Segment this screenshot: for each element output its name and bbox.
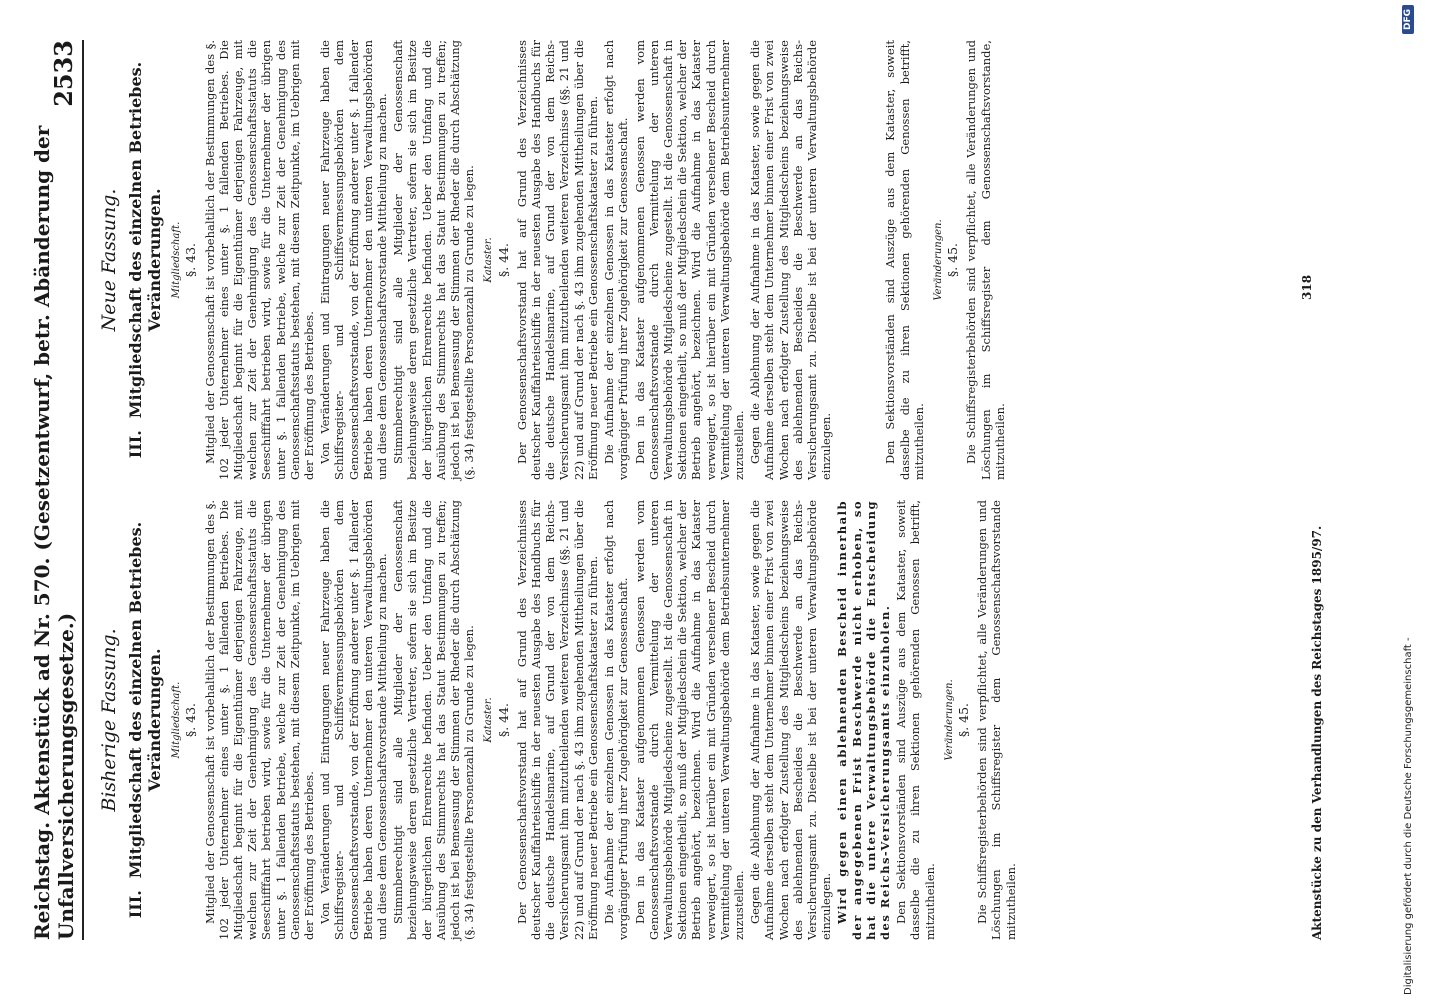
column-new-version [92,40,1009,480]
subheading-veraenderungen: Veränderungen. [932,219,944,301]
paragraph-text: Die Aufnahme der einzelnen Genossen in das Kataster erfolgt nach vorgängiger Prüfung ihrer Zugehörigkeit zur Genossenschaft. [602,500,631,940]
column-header-new: Neue Fassung. [98,188,120,332]
subheading-mitgliedschaft: Mitgliedschaft. [171,681,183,759]
subheading-veraenderungen: Veränderungen. [943,679,955,761]
subheading-kataster: Kataster. [483,237,495,283]
dfg-logo-icon: DFG [1402,5,1414,34]
paragraph-text: Den Sektionsvorständen sind Auszüge aus dem Kataster, soweit dasselbe die zu ihren Sektionen gehörenden Genossen betrifft, mitzutheilen. [883,40,926,480]
paragraph-text: Die Schiffsregisterbehörden sind verpflichtet, alle Veränderungen und Löschungen im Schiffsregister dem Genossenschaftsvorstande, mitzutheilen. [964,40,1007,480]
digitization-text: Digitalisierung gefördert durch die Deutsche Forschungsgemeinschaft - [1402,637,1414,995]
section-number: III. [126,430,146,459]
paragraph-text: Von Veränderungen und Eintragungen neuer Fahrzeuge haben die Schiffsregister- und Schiffsvermessungsbehörden dem Genossenschaftsvorstande, von der Eröffnung anderer unter §. 1 fallender Betriebe haben deren Unternehmer den unteren Verwaltungsbehörden und diese dem Genossenschaftsvorstande Mittheilung zu machen. [318,500,390,940]
paragraph-text: Mitglied der Genossenschaft ist vorbehaltlich der Bestimmungen des §. 102 jeder Unternehmer eines unter §. 1 fallenden Betriebes. Die Mitgliedschaft beginnt für die Eigenthümer derjenigen Fahrzeuge, mit welchen zur Zeit der Genehmigung des Genossenschaftsstatuts die Seeschifffahrt betrieben wird, sowie für die Unternehmer der übrigen unter §. 1 fallenden Betriebe, welche zur Zeit der Genehmigung des Genossenschaftsstatuts bestehen, mit diesem Zeitpunkte, im Uebrigen mit der Eröffnung des Betriebes. [202,40,317,480]
section-heading [126,40,164,480]
paragraph-text: Mitglied der Genossenschaft ist vorbehaltlich der Bestimmungen des §. 102 jeder Unternehmer eines unter §. 1 fallenden Betriebes. Die Mitgliedschaft beginnt für die Eigenthümer derjenigen Fahrzeuge, mit welchen zur Zeit der Genehmigung des Genossenschaftsstatuts die Seeschifffahrt betrieben wird, sowie für die Unternehmer der übrigen unter §. 1 fallenden Betriebe, welche zur Zeit der Genehmigung des Genossenschaftsstatuts bestehen, mit diesem Zeitpunkte, im Uebrigen mit der Eröffnung des Betriebes. [202,500,317,940]
paragraph-text: Stimmberechtigt sind alle Mitglieder der Genossenschaft beziehungsweise deren gesetzliche Vertreter, sofern sie sich im Besitze der bürgerlichen Ehrenrechte befinden. Ueber den Umfang und die Ausübung des Stimmrechts hat das Statut Bestimmungen zu treffen; jedoch ist bei Bemessung der Stimmen der Rheder die durch Abschätzung (§. 34) festgestellte Personenzahl zu Grunde zu legen. [391,500,477,940]
paragraph-text-emphasized: Wird gegen einen ablehnenden Bescheid innerhalb der angegebenen Frist Beschwerde nicht erhoben, so hat die untere Verwaltungsbehörde die Entscheidung des Reichs-Versicherungsamts einzuholen. [835,500,892,940]
paragraph-text: Von Veränderungen und Eintragungen neuer Fahrzeuge haben die Schiffsregister- und Schiffsvermessungsbehörden dem Genossenschaftsvorstande, von der Eröffnung anderer unter §. 1 fallender Betriebe haben deren Unternehmer den unteren Verwaltungsbehörden und diese dem Genossenschaftsvorstande Mittheilung zu machen. [318,40,390,480]
signature-mark: 318 [1300,274,1314,300]
paragraph-number-45: §. 45. [955,702,971,738]
paragraph-text: Der Genossenschaftsvorstand hat auf Grund des Verzeichnisses deutscher Kauffahrteischiffe in der neuesten Ausgabe des Handbuchs für die deutsche Handelsmarine, auf Grund der von dem Reichs-Versicherungsamt ihm mitzutheilenden weiteren Verzeichnisse (§§. 21 und 22) und auf Grund der nach §. 43 ihm zugehenden Mittheilungen über die Eröffnung neuer Betriebe ein Genossenschaftskataster zu führen. [514,500,600,940]
paragraph-text: Stimmberechtigt sind alle Mitglieder der Genossenschaft beziehungsweise deren gesetzliche Vertreter, sofern sie sich im Besitze der bürgerlichen Ehrenrechte befinden. Ueber den Umfang und die Ausübung des Stimmrechts hat das Statut Bestimmungen zu treffen; jedoch ist bei Bemessung der Stimmen der Rheder die durch Abschätzung (§. 34) festgestellte Personenzahl zu Grunde zu legen. [391,40,477,480]
section-heading [126,500,164,940]
column-header-old: Bisherige Fassung. [98,628,120,812]
paragraph-number-44: §. 44. [495,702,511,738]
column-old-version [92,500,1020,940]
paragraph-number-43: §. 43. [183,242,199,278]
subheading-mitgliedschaft: Mitgliedschaft. [171,221,183,299]
running-head-title: Reichstag. Aktenstück ad Nr. 570. (Gesetzentwurf, betr. Abänderung der Unfallversicherungsgesetze.) [30,125,78,940]
paragraph-text: Gegen die Ablehnung der Aufnahme in das Kataster, sowie gegen die Aufnahme derselben steht dem Unternehmer binnen einer Frist von zwei Wochen nach erfolgter Zustellung des Mitgliedscheins beziehungsweise des ablehnenden Bescheides die Beschwerde an das Reichs-Versicherungsamt zu. Dieselbe ist bei der unteren Verwaltungsbehörde einzulegen. [748,500,834,940]
paragraph-text: Den Sektionsvorständen sind Auszüge aus dem Kataster, soweit dasselbe die zu ihren Sektionen gehörenden Genossen betrifft, mitzutheilen. [894,500,937,940]
paragraph-text: Die Aufnahme der einzelnen Genossen in das Kataster erfolgt nach vorgängiger Prüfung ihrer Zugehörigkeit zur Genossenschaft. [602,40,631,480]
subheading-kataster: Kataster. [483,697,495,743]
paragraph-text: Gegen die Ablehnung der Aufnahme in das Kataster, sowie gegen die Aufnahme derselben steht dem Unternehmer binnen einer Frist von zwei Wochen nach erfolgter Zustellung des Mitgliedscheins beziehungsweise des ablehnenden Bescheides die Beschwerde an das Reichs-Versicherungsamt zu. Dieselbe ist bei der unteren Verwaltungsbehörde einzulegen. [748,40,834,480]
paragraph-number-45: §. 45. [945,242,961,278]
footer-note: Aktenstücke zu den Verhandlungen des Reichstages 1895/97. [1310,525,1324,940]
paragraph-number-44: §. 44. [495,242,511,278]
paragraph-text: Den in das Kataster aufgenommenen Genossen werden vom Genossenschaftsvorstande durch Vermittelung der unteren Verwaltungsbehörde Mitgliedscheine zugestellt. Ist die Genossenschaft in Sektionen eingetheilt, so muß der Mitgliedschein die Sektion, welcher der Betrieb angehört, bezeichnen. Wird die Aufnahme in das Kataster verweigert, so ist hierüber ein mit Gründen versehener Bescheid durch Vermittelung der unteren Verwaltungsbehörde dem Betriebsunternehmer zuzustellen. [632,500,746,940]
paragraph-text: Der Genossenschaftsvorstand hat auf Grund des Verzeichnisses deutscher Kauffahrteischiffe in der neuesten Ausgabe des Handbuchs für die deutsche Handelsmarine, auf Grund der von dem Reichs-Versicherungsamt ihm mitzutheilenden weiteren Verzeichnisse (§§. 21 und 22) und auf Grund der nach §. 43 ihm zugehenden Mittheilungen über die Eröffnung neuer Betriebe ein Genossenschaftskataster zu führen. [514,40,600,480]
page-number: 2533 [49,40,78,107]
digitization-note [1402,5,1414,995]
paragraph-text: Die Schiffsregisterbehörden sind verpflichtet, alle Veränderungen und Löschungen im Schiffsregister dem Genossenschaftsvorstande mitzutheilen. [975,500,1018,940]
paragraph-text: Den in das Kataster aufgenommenen Genossen werden vom Genossenschaftsvorstande durch Vermittelung der unteren Verwaltungsbehörde Mitgliedscheine zugestellt. Ist die Genossenschaft in Sektionen eingetheilt, so muß der Mitgliedschein die Sektion, welcher der Betrieb angehört, bezeichnen. Wird die Aufnahme in das Kataster verweigert, so ist hierüber ein mit Gründen versehener Bescheid durch Vermittelung der unteren Verwaltungsbehörde dem Betriebsunternehmer zuzustellen. [632,40,746,480]
blank-space [835,40,883,480]
running-head [30,40,84,940]
section-title: Mitgliedschaft des einzelnen Betriebes. Veränderungen. [126,521,165,879]
section-number: III. [126,890,146,919]
paragraph-number-43: §. 43. [183,702,199,738]
section-title: Mitgliedschaft des einzelnen Betriebes. Veränderungen. [126,61,165,419]
